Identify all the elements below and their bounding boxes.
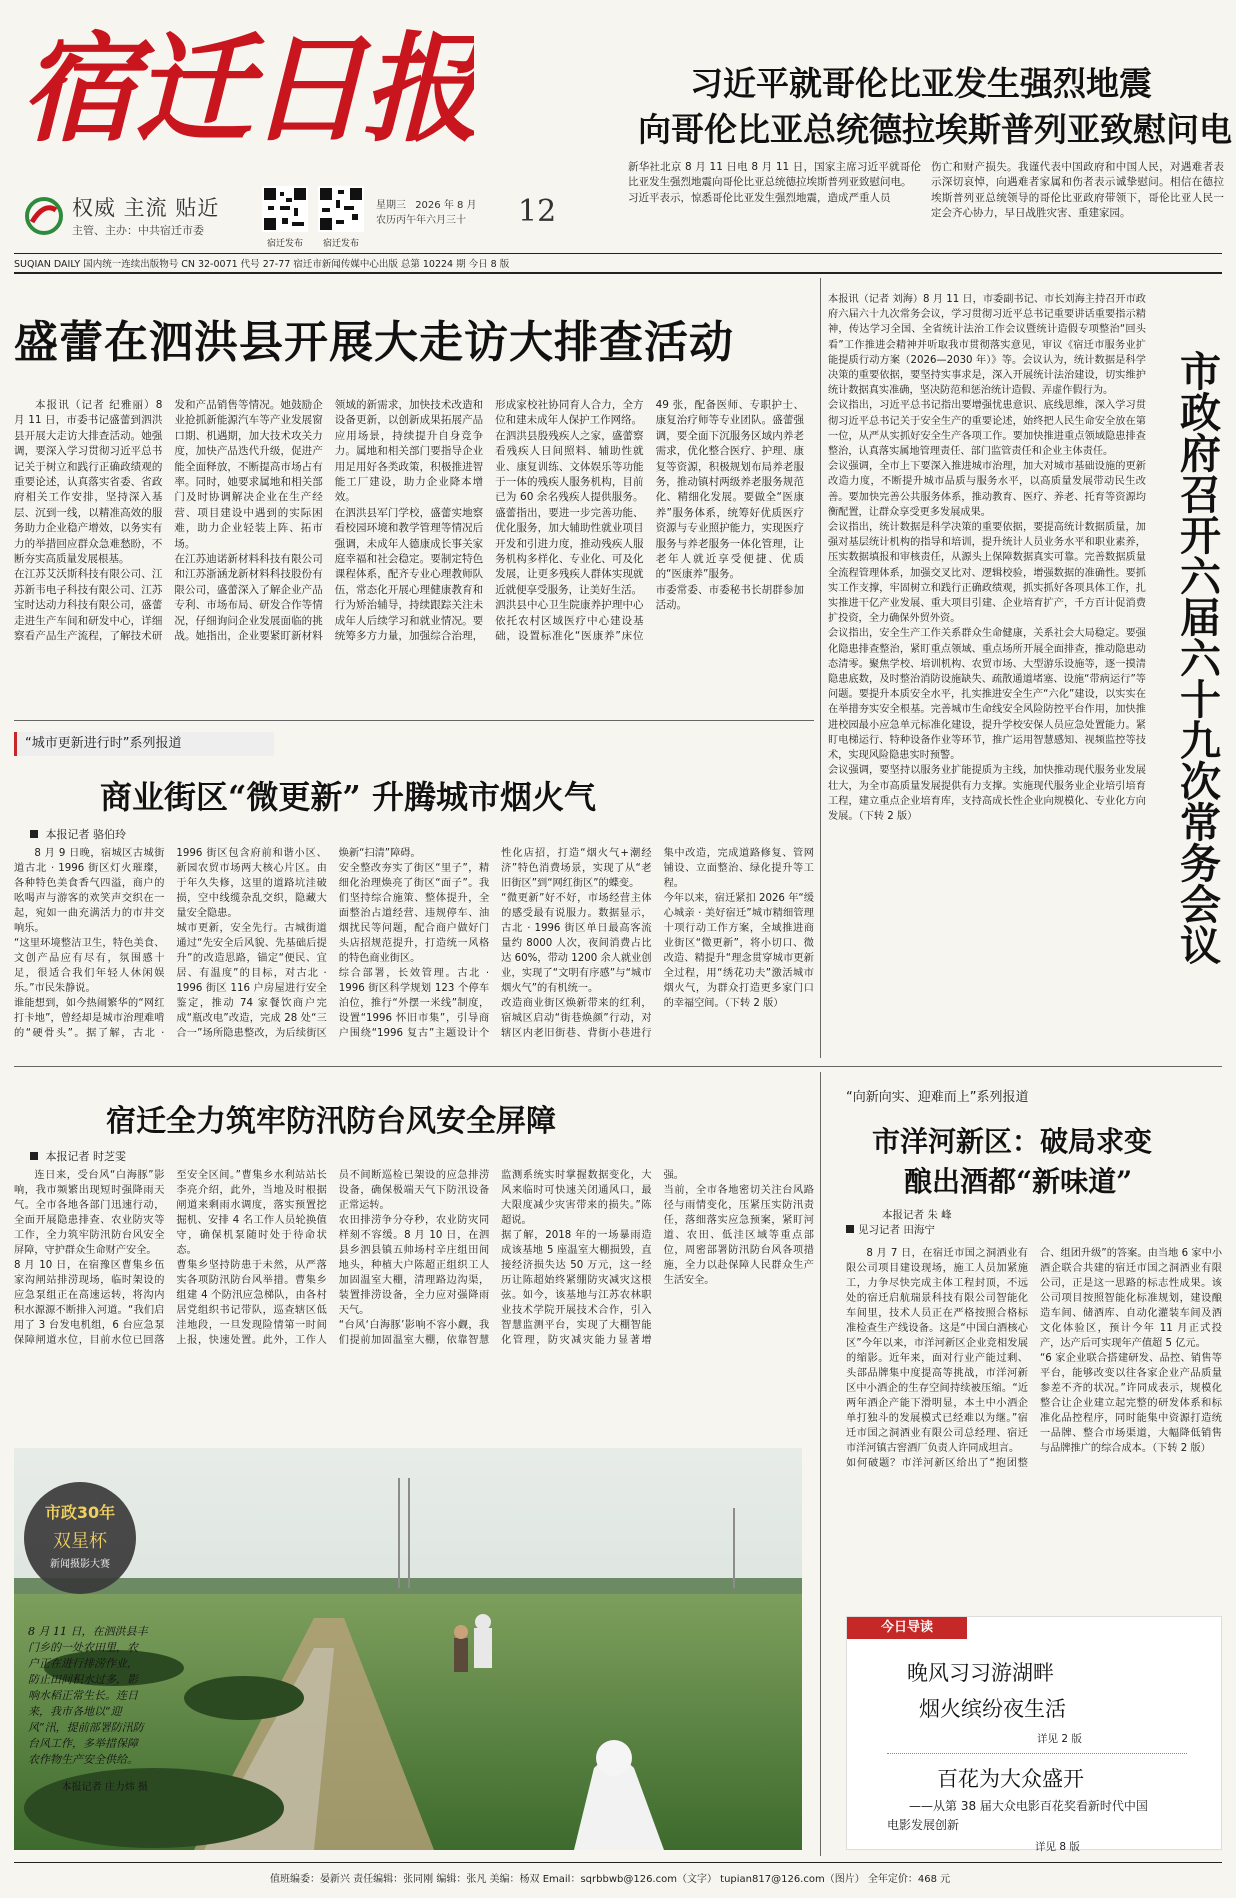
top-headline-2: 向哥伦比亚总统德拉埃斯普列亚致慰问电 (638, 110, 1232, 149)
footer: 值班编委：晏新兴 责任编辑：张同刚 编辑：张凡 美编：杨双 Email：sqrbbwb@126.com（文字） tupian817@126.com（图片） 全年定价：468 元 (270, 1874, 951, 1885)
emblem-icon (24, 196, 64, 236)
top-story-body (628, 160, 1224, 244)
guide-title: 今日导读 (847, 1617, 967, 1639)
top-story-col-1: 新华社北京 8 月 11 日电 8 月 11 日，国家主席习近平就哥伦比亚发生强烈地震向哥伦比亚总统德拉埃斯普列亚致慰问电。 习近平表示，惊悉哥伦比亚发生强烈地震，造成严重人员 (628, 161, 921, 204)
series1-byline: 本报记者 骆伯玲 (30, 826, 126, 842)
byline-marker-icon (30, 830, 38, 838)
qr-code-icon (262, 186, 308, 232)
series2-text: 8 月 7 日，在宿迁市国之洞酒业有限公司项目建设现场，施工人员加紧施工，力争尽快完成主体工程封顶，不远处的宿迁启航瑞景科技有限公司智能化车间里，技术人员正在严格按照合格标准检查生产线设备。这是“中国白酒核心区”今年以来，市洋河新区企业竞相发展的缩影。近年来，面对行业产能过剩、头部品牌集中度提高等挑战，市洋河新区中小酒企的生存空间持续被压缩。“近两年酒企产能下滑明显，本土中小酒企单打独斗的发展模式已经难以为继。”宿迁市国之洞酒业有限公司总经理、宿迁市洋河镇古窖酒厂负责人许同成坦言。 如何破题？市洋河新区给出了“抱团整合、组团升级”的答案。由当地 6 家中小酒企联合共建的宿迁市国之洞酒业有限公司，正是这一思路的标志性成果。该公司项目按照智能化标准规划，建设酿造车间、储酒库、自动化灌装车间及酒文化体验区，预计今年 11 月正式投产，达产后可实现年产值超 5 亿元。 “6 家企业联合搭建研发、品控、销售等平台，能够改变以往各家企业产品质量参差不齐的状况。”许同成表示，规模化整合让企业建立起完整的研发体系和标准化品控程序，同时能集中资源打造统一品牌、整合市场渠道，大幅降低销售与品牌推广的综合成本。（下转 2 版） (846, 1248, 1222, 1469)
flood-text: 连日来，受台风“白海豚”影响，我市频繁出现短时强降雨天气。全市各地各部门迅速行动，全面开展隐患排查、农业防灾等工作，全力筑牢防汛防台风安全屏障，守护群众生命财产安全。 8 月 10 日，在宿豫区曹集乡伍家沟闸站排涝现场，临时架设的应急泵组正在高速运转，将沟内积水源源不断排入河道。“我们启用了 3 台发电机组，6 台应急泵保障闸道水位，目前水位已回落至安全区间。”曹集乡水利站站长李亮介绍，此外，当地及时根据闸道来剩雨水调度，落实预置挖掘机、安排 4 名工作人员轮换值守，确保机泵随时处于待命状态。 曹集乡坚持防患于未然，从严落实各项防汛防台风举措。曹集乡组建 4 个防汛应急梯队，由各村居党组织书记带队，巡查辖区低洼地段，一旦发现险情第一时间上报，快速处置。此外，工作人员不间断巡检已架设的应急排涝设备，确保极端天气下防汛设备正常运转。 农田排涝争分夺秒，农业防灾同样刻不容缓。8 月 10 日，在泗县乡泗县镇五帅场村辛庄组田间地头，种植大户陈超正组织工人加固温室大棚，清理路边沟渠，装置排涝设备，全力应对强降雨天气。 “台风‘白海豚’影响不容小觑，我们提前加固温室大棚，依靠智慧监测系统实时掌握数据变化，大风来临时可快速关闭通风口，最大限度减少灾害带来的损失。”陈超说。 据了解，2018 年的一场暴雨造成该基地 5 座温室大棚损毁，直接经济损失达 50 万元，这一经历让陈超始终紧绷防灾减灾这根弦。如今，该基地与江苏农林职业技术学院开展技术合作，引入智慧监测平台，实现了大棚智能化管理，防灾减灾能力显著增强。 当前，全市各地密切关注台风路径与雨情变化，压紧压实防汛责任，落细落实应急预案，紧盯河道、农田、低洼区域等重点部位，周密部署防汛防台风各项措施，全力以赴保障人民群众生产生活安全。 (14, 1170, 814, 1346)
contest-badge: 市政30年 双星杯 新闻摄影大赛 (44, 1503, 116, 1570)
flood-headline: 宿迁全力筑牢防汛防台风安全屏障 (106, 1104, 556, 1139)
info-bar: SUQIAN DAILY 国内统一连续出版物号 CN 32-0071 代号 27-77 宿迁市新闻传媒中心出版 总第 10224 期 今日 8 版 (14, 259, 510, 270)
flood-byline: 本报记者 时芝雯 (30, 1148, 126, 1164)
news-photo (14, 1448, 802, 1850)
qr-code-1[interactable]: 宿迁发布 (262, 186, 308, 246)
slogan-block (24, 192, 254, 242)
flood-body (14, 1168, 814, 1432)
masthead-logo (14, 8, 474, 158)
qr-code-2[interactable]: 宿迁发布 (318, 186, 364, 246)
sponsor: 主管、主办：中共宿迁市委 (72, 224, 204, 237)
lead-story-body (14, 398, 804, 706)
photo-caption: 8 月 11 日，在泗洪县丰门乡的一处农田里，农户正在进行排涝作业，防止田间积水过多，影响水稻正常生长。连日来，我市各地以“迎风”汛，提前部署防汛防台风工作，多举措保障农作物生产安全供给。 本报记者 庄力炜 摄 (28, 1625, 148, 1793)
date-month: 2026 年 8 月 (415, 200, 477, 211)
svg-text:宿迁日报: 宿迁日报 (20, 19, 474, 158)
guide-box (846, 1616, 1222, 1853)
byline-marker-icon (846, 1225, 854, 1233)
series2-headline-1: 市洋河新区：破局求变 (872, 1125, 1153, 1158)
byline-marker-icon (30, 1152, 38, 1160)
slogan: 权威 主流 贴近 (72, 196, 220, 220)
series2-byline: 本报记者 朱 峰 见习记者 田海宁 (846, 1208, 952, 1238)
series2-headline-2: 酿出酒都“新味道” (904, 1165, 1133, 1198)
side-story-body (828, 292, 1146, 1054)
series1-text: 8 月 9 日晚，宿城区古城街道古北 · 1996 街区灯火璀璨，各种特色美食香气四溢，商户的吆喝声与游客的欢笑声交织在一起，宛如一曲充满活力的市井交响乐。 “这里环境整洁卫生，特色美食、文创产品应有尽有，氛围感十足，很适合我们年轻人休闲娱乐。”市民朱静说。 谁能想到，如今热闹繁华的“网红打卡地”，曾经却是城市治理难啃的“硬骨头”。据了解，古北 · 1996 街区包含府前和谐小区、新园农贸市场两大核心片区。由于年久失修，这里的道路坑洼破损，空中线缆杂乱交织，隐藏大量安全隐患。 城市更新，安全先行。古城街道通过“先安全后风貌、先基础后提升”的改造思路，锚定“便民、宜居、有温度”的目标，对古北 · 1996 街区 116 户房屋进行安全鉴定，推动 74 家餐饮商户完成“瓶改电”改造，完成 28 处“三合一”场所隐患整改，为后续街区焕新“扫清”障碍。 安全整改夯实了街区“里子”，精细化治理焕亮了街区“面子”。我们坚持综合施策、整体提升，全面整治占道经营、违规停车、油烟扰民等问题，配合商户做好门头店招规范提升，打造统一风格的特色商业街区。 综合部署，长效管理。古北 · 1996 街区科学规划 123 个停车泊位，推行“外摆一米线”制度，设置“1996 怀旧市集”，引导商户围绕“1996 复古”主题设计个性化店招，打造“烟火气+潮经济”特色消费场景，实现了从“老旧街区”到“网红街区”的蝶变。 “微更新”好不好，市场经营主体的感受最有说服力。数据显示，古北 · 1996 街区单日最高客流量约 8000 人次，夜间消费占比达 60%，带动 1200 余人就业创业，实现了“文明有序感”与“城市烟火气”的有机统一。 改造商业街区焕新带来的红利，宿城区启动“街巷焕颜”行动，对辖区内老旧街巷、背街小巷进行集中改造，完成道路修复、管网铺设、立面整治、绿化提升等工程。 今年以来，宿迁紧扣 2026 年“缓心城亲 · 美好宿迁”城市精细管理十项行动工作方案，全域推进商业街区“微更新”，将小切口、微改造、精提升“理念贯穿城市更新全过程，用“绣花功夫”激活城市烟火气，为群众打造更多家门口的幸福空间。（下转 2 版） (14, 848, 814, 1039)
date-block (376, 194, 566, 242)
series1-body (14, 846, 814, 1054)
date-lunar: 农历丙午年六月三十 (376, 215, 466, 226)
top-headline-1: 习近平就哥伦比亚发生强烈地震 (690, 64, 1152, 103)
top-story-col-2: 伤亡和财产损失。我谨代表中国政府和中国人民，对遇难者表示深切哀悼，向遇难者家属和伤者表示诚挚慰问。相信在德拉埃斯普列亚总统领导的哥伦比亚政府带领下，哥伦比亚人民一定会齐心协力，早日战胜灾害、重建家园。 (931, 161, 1224, 220)
series-tag-1: “城市更新进行时”系列报道 (14, 732, 274, 756)
series-tag-2: “向新向实、迎难而上”系列报道 (846, 1090, 1029, 1105)
qr-code-icon (318, 186, 364, 232)
guide-item-1[interactable]: 晚风习习游湖畔 烟火缤纷夜生活 详见 2 版 (907, 1661, 1082, 1745)
guide-item-2[interactable]: 百花为大众盛开 ——从第 38 届大众电影百花奖看新时代中国 电影发展创新 详见 8 版 (887, 1767, 1148, 1853)
masthead-logo-art (14, 8, 474, 158)
lead-story-text: 本报讯（记者 纪雅丽）8 月 11 日，市委书记盛蕾到泗洪县开展大走访大排查活动。她强调，要深入学习贯彻习近平总书记关于树立和践行正确政绩观的重要论述，认真落实省委、省政府相关工作安排，坚持深入基层、沉到一线，以精准高效的服务助力企业稳产增效，以务实有力的举措回应群众急难愁盼，不断夯实高质量发展根基。 在江苏艾沃斯科技有限公司、江苏新韦电子科技有限公司、江苏宝时达动力科技有限公司，盛蕾走进生产车间和研发中心，详细察看产品生产流程，了解技术研发和产品销售等情况。她鼓励企业抢抓新能源汽车等产业发展窗口期、机遇期，加大技术攻关力度，加快产品迭代升级，促进产能全面释放，不断提高市场占有率。同时，她要求属地和相关部门及时协调解决企业在生产经营、项目建设中遇到的实际困难，助力企业轻装上阵、拓市场。 在江苏迪诺新材料科技有限公司和江苏浙涵龙新材料科技股份有限公司，盛蕾深入了解企业产品专利、市场布局、研发合作等情况，仔细询问企业发展面临的挑战。她指出，企业要紧盯新材料领域的新需求，加快技术改造和设备更新，以创新成果拓展产品应用场景，持续提升自身竞争力。属地和相关部门要指导企业用足用好各类政策，积极推进智能工厂建设，助力企业降本增效。 在泗洪县军门学校，盛蕾实地察看校园环境和教学管理等情况后强调，未成年人德康成长事关家庭幸福和社会稳定。要制定特色课程体系，配齐专业心理教师队伍，常态化开展心理健康教育和行为矫治辅导，持续跟踪关注未成年人后续学习和就业情况。要统筹多方力量，加强综合治理，形成家校社协同育人合力，全方位和建未成年人保护工作网络。 在泗洪县殷残疾人之家，盛蕾察看残疾人日间照料、辅助性就业、康复训练、文体娱乐等功能于一体的残疾人服务机构，目前已为 60 余名残疾人提供服务。盛蕾指出，要进一步完善功能、优化服务，加大辅助性就业项目开发和引进力度，推动残疾人服务机构多样化、专业化、可及化发展，让更多残疾人群体实现就近就便享受服务，让美好生活。 泗洪县中心卫生院康养护理中心依托农村区域医疗中心建设基础，设置标准化“医康养”床位 49 张，配备医师、专职护士、康复治疗师等专业团队。盛蕾强调，要全面下沉服务区域内养老需求，优化整合医疗、护理、康复等资源，积极规划布局养老服务，推动镇村两级养老服务规范化、精细化发展。要做全“医康养”服务体系，统筹好优质医疗资源与专业照护能力，实现医疗服务与养老服务一体化管理，让老年人就近享受便捷、优质的“医康养”服务。 市委常委、市委秘书长胡群参加活动。 (14, 399, 804, 643)
lead-headline: 盛蕾在泗洪县开展大走访大排查活动 (14, 317, 734, 368)
series1-headline: 商业街区“微更新” 升腾城市烟火气 (100, 778, 596, 816)
side-headline: 市政府召开六届六十九次常务会议 (1173, 350, 1221, 965)
weekday: 星期三 (376, 200, 406, 211)
side-story-text: 本报讯（记者 刘海）8 月 11 日，市委副书记、市长刘海主持召开市政府六届六十九次常务会议，学习贯彻习近平总书记重要讲话重要指示精神，传达学习全国、全省统计法治工作会议暨统计造假专项整治“回头看”工作推进会精神并听取我市贯彻落实意见，审议《宿迁市服务业扩能提质行动方案（2026—2030 年）》等。会议认为，统计数据是科学决策的重要依据，要坚持实事求是，深入开展统计法治建设，切实维护统计数据真实准确，坚决防范和惩治统计造假、弄虚作假行为。 会议指出，习近平总书记指出要增强忧患意识、底线思维，深入学习贯彻习近平总书记关于安全生产的重要论述，始终把人民生命安全放在第一位，从严从实抓好安全生产各项工作。要加快推进重点领域隐患排查整治，认真落实属地管理责任、部门监管责任和企业主体责任。 会议强调，全市上下要深入推进城市治理，加大对城市基础设施的更新改造力度，不断提升城市品质与服务水平，以高质量发展带动民生改善。要加快完善公共服务体系，推动教育、医疗、养老、托育等资源均衡配置，让群众享受更多发展成果。 会议指出，统计数据是科学决策的重要依据，要提高统计数据质量，加强对基层统计机构的指导和培训，提升统计人员业务水平和职业素养，压实数据填报和审核责任，从源头上保障数据真实可靠。完善数据质量全流程管理体系，加强交叉比对、逻辑校验，增强数据的准确性。要抓实工作支撑，牢固树立和践行正确政绩观，抓实抓好各项具体工作，扎实推进干亿产业发展、重大项目引建、企业培育扩产，千方百计促消费扩投资，全力确保外贸外资。 会议指出，安全生产工作关系群众生命健康，关系社会大局稳定。要强化隐患排查整治，紧盯重点领域、重点场所开展全面排查，推动隐患动态清零。聚焦学校、培训机构、农贸市场、大型游乐设施等，逐一摸清隐患底数，及时整治消防设施缺失、疏散通道堵塞、设施“带病运行”等问题。要提升本质安全水平，扎实推进安全生产“六化”建设，以实实在在举措夯实安全根基。完善城市生命线安全风险防控平台作用，加快推进校园最小应急单元标准化建设，提升学校安保人员应急处置能力。紧盯电梯运行、特种设备作业等环节，推广运用智慧感知、视频监控等技术，实现风险隐患实时预警。 会议强调，要坚持以服务业扩能提质为主线，加快推动现代服务业发展壮大，为全市高质量发展提供有力支撑。实施现代服务业企业培引培育工程，建立重点企业培育库，支持高成长性企业向规模化、专业化方向发展。（下转 2 版） (828, 294, 1146, 822)
date-day: 12 (518, 194, 557, 229)
series2-body (846, 1246, 1222, 1600)
